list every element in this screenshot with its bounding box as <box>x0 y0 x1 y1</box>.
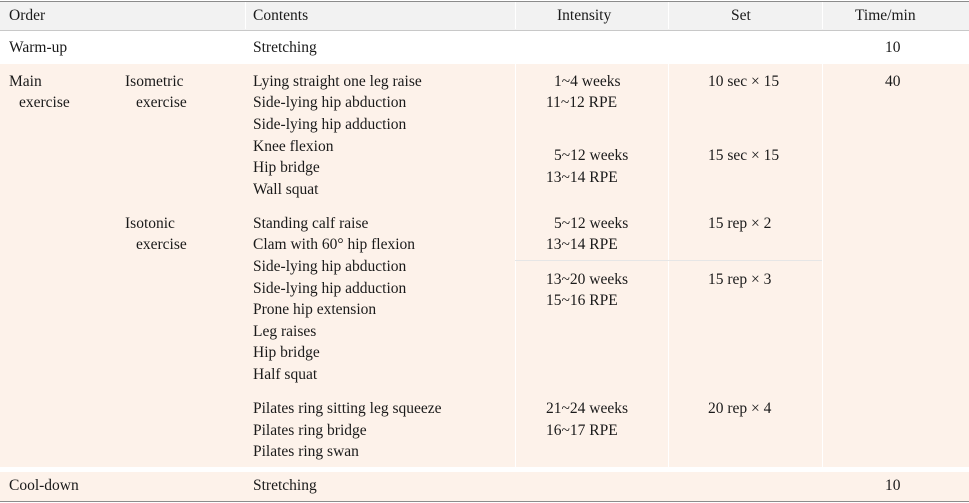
intensity-weeks: 21~24 weeks <box>546 400 628 417</box>
cooldown-time: 10 <box>885 477 901 494</box>
set-value: 10 sec × 15 <box>708 73 780 90</box>
exercise-item: Prone hip extension <box>253 301 377 318</box>
cooldown-label: Cool-down <box>9 477 79 494</box>
exercise-item: Pilates ring swan <box>253 443 359 460</box>
exercise-item: Clam with 60° hip flexion <box>253 236 416 253</box>
intensity-rpe: 11~12 RPE <box>546 94 618 111</box>
column-divider <box>822 2 823 29</box>
table-header-row <box>0 1 969 31</box>
cooldown-band <box>0 472 969 501</box>
column-divider <box>515 2 516 29</box>
exercise-item: Knee flexion <box>253 138 334 155</box>
column-divider <box>822 64 823 467</box>
intensity-rpe: 15~16 RPE <box>546 292 618 309</box>
column-divider <box>668 2 669 29</box>
intensity-weeks: 13~20 weeks <box>546 271 628 288</box>
intensity-weeks: 1~4 weeks <box>554 73 621 90</box>
main-time: 40 <box>885 73 901 90</box>
column-divider <box>668 64 669 467</box>
exercise-item: Half squat <box>253 366 318 383</box>
column-divider <box>245 2 246 29</box>
exercise-item: Standing calf raise <box>253 215 369 232</box>
main-exercise-band <box>0 64 969 467</box>
set-value: 15 sec × 15 <box>708 147 780 164</box>
warmup-time: 10 <box>885 39 901 56</box>
isotonic-label-line2: exercise <box>136 236 187 253</box>
column-divider <box>515 64 516 467</box>
header-order: Order <box>9 7 46 24</box>
header-contents: Contents <box>253 7 309 24</box>
exercise-item: Side-lying hip adduction <box>253 116 407 133</box>
exercise-item: Hip bridge <box>253 344 320 361</box>
main-label-line2: exercise <box>19 94 70 111</box>
exercise-item: Pilates ring bridge <box>253 422 367 439</box>
isotonic-label: Isotonic <box>125 215 175 232</box>
warmup-contents: Stretching <box>253 39 317 56</box>
set-value: 15 rep × 2 <box>708 215 772 232</box>
exercise-item: Pilates ring sitting leg squeeze <box>253 400 442 417</box>
intensity-rpe: 13~14 RPE <box>546 169 618 186</box>
divider <box>515 260 822 261</box>
exercise-item: Side-lying hip abduction <box>253 258 407 275</box>
divider <box>0 501 969 502</box>
isometric-label: Isometric <box>125 73 184 90</box>
exercise-item: Lying straight one leg raise <box>253 73 422 90</box>
exercise-item: Hip bridge <box>253 159 320 176</box>
header-set: Set <box>731 7 751 24</box>
exercise-item: Wall squat <box>253 181 319 198</box>
exercise-item: Leg raises <box>253 323 317 340</box>
exercise-item: Side-lying hip adduction <box>253 280 407 297</box>
intensity-rpe: 16~17 RPE <box>546 422 618 439</box>
intensity-weeks: 5~12 weeks <box>554 215 629 232</box>
main-label: Main <box>9 73 42 90</box>
cooldown-contents: Stretching <box>253 477 317 494</box>
divider <box>0 30 969 31</box>
header-time: Time/min <box>855 7 916 24</box>
exercise-item: Side-lying hip abduction <box>253 94 407 111</box>
intensity-rpe: 13~14 RPE <box>546 236 618 253</box>
set-value: 15 rep × 3 <box>708 271 772 288</box>
warmup-label: Warm-up <box>9 39 68 56</box>
intensity-weeks: 5~12 weeks <box>554 147 629 164</box>
header-intensity: Intensity <box>557 7 612 24</box>
set-value: 20 rep × 4 <box>708 400 772 417</box>
isometric-label-line2: exercise <box>136 94 187 111</box>
